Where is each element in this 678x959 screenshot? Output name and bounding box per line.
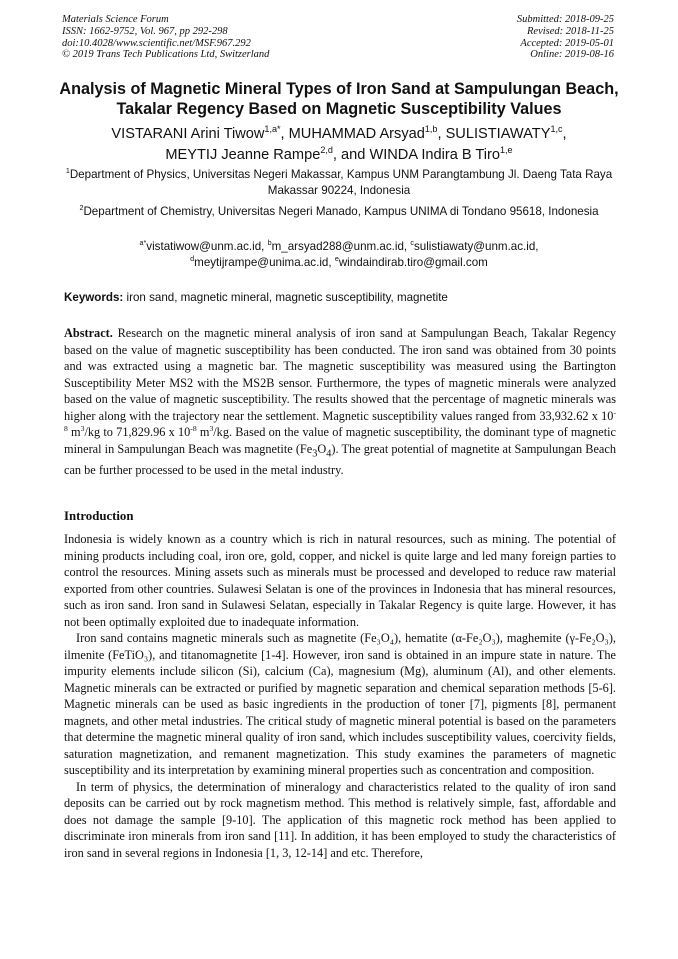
email-marker: b [267, 238, 272, 248]
email-link[interactable]: windaindirab.tiro@gmail.com [338, 256, 488, 269]
abstract-exponent: 3 [80, 423, 85, 433]
author-affil-marker: 2,d [320, 145, 333, 156]
journal-doi: doi:10.4028/www.scientific.net/MSF.967.292 [62, 37, 251, 49]
date-revised: Revised: 2018-11-25 [527, 25, 614, 37]
submission-dates [517, 14, 614, 61]
abstract-text: m [196, 425, 210, 439]
section-heading-introduction: Introduction [64, 509, 134, 523]
affiliation-text: Department of Physics, Universitas Negeri Makassar, Kampus UNM Parangtambung Jl. Daeng Tata Raya Makassar 90224, Indonesia [69, 168, 613, 197]
author-name: WINDA Indira B Tiro [369, 147, 501, 163]
journal-copyright: © 2019 Trans Tech Publications Ltd, Switzerland [62, 49, 270, 61]
date-submitted: Submitted: 2018-09-25 [516, 14, 614, 25]
email-marker: c [410, 238, 414, 248]
affiliation-text: Department of Chemistry, Universitas Negeri Manado, Kampus UNIMA di Tondano 95618, Indonesia [83, 205, 599, 218]
email-marker: d [190, 254, 195, 264]
abstract-text: O [317, 441, 327, 456]
intro-paragraph: In term of physics, the determination of mineralogy and characteristics related to the quality of iron sand deposits can be carried out by rock magnetism method. This method is relatively simple, fast, affordable and does not damage the sample [9-10]. The application of this magnetic rock method has been applied to discriminate iron minerals from iron sand [11]. In addition, it has been employed to study the characteristics of iron sand in several regions in Indonesia [1, 3, 12-14] and etc. Therefore, [64, 779, 616, 860]
email-marker: a* [139, 238, 147, 248]
author-affil-marker: 1,e [500, 145, 513, 156]
keywords [64, 290, 616, 305]
author-name: VISTARANI Arini Tiwow [111, 126, 265, 142]
abstract [64, 325, 616, 479]
abstract-text: m [67, 425, 81, 439]
keywords-label: Keywords: [64, 291, 124, 304]
author-name: SULISTIAWATY [445, 126, 551, 142]
affiliation-marker: 1 [65, 166, 70, 176]
abstract-exponent: -8 [64, 407, 616, 433]
affiliation-1 [60, 167, 618, 199]
intro-paragraph: Iron sand contains magnetic minerals such as magnetite (Fe₃O₄), hematite (α-Fe₂O₃), maghemite (γ-Fe₂O₃), ilmenite (FeTiO₃), and titanomagnetite [1-4]. However, iron sand is obtained in an impure state in nature. The impurity elements include silicon (Si), calcium (Ca), magnesium (Mg), aluminum (Al), and other elements. Magnetic minerals can be extracted or purified by magnetic separation and chemical separation methods [5-6]. Magnetic minerals can be used as basic ingredients in the production of toner [7], pigments [8], permanent magnets, and other metal industries. The critical study of magnetic mineral potential is based on the parameters that determine the magnetic mineral quality of iron sand, which includes susceptibility values, coercivity fields, saturation magnetization, and remanent magnetization. This study examines the parameters of magnetic susceptibility and its interpretation by examining mineral properties such as concentration and composition. [64, 631, 616, 777]
author-affil-marker: 1,a* [264, 124, 281, 135]
journal-name: Materials Science Forum [62, 14, 169, 25]
abstract-subscript: 3 [312, 447, 318, 459]
paper-title: Analysis of Magnetic Mineral Types of Iron Sand at Sampulungan Beach, Takalar Regency Based on Magnetic Susceptibility Values [59, 80, 619, 118]
abstract-text: ). The great potential of magnetite at Sampulungan Beach can be further processed to be used in the metal industry. [64, 441, 617, 478]
journal-issn: ISSN: 1662-9752, Vol. 967, pp 292-298 [62, 25, 228, 37]
date-online: Online: 2019-08-16 [530, 49, 614, 61]
author-affil-marker: 1,c [550, 124, 563, 135]
author-emails [60, 239, 618, 271]
abstract-label: Abstract. [64, 326, 113, 340]
abstract-text: Research on the magnetic mineral analysis of iron sand at Sampulungan Beach, Takalar Regency based on the value of magnetic susceptibility has been conducted. The iron sand was obtained from 30 points and was extracted using a magnetic bar. The magnetic susceptibility was measured using the Bartington Susceptibility Meter MS2 with the MS2B sensor. Furthermore, the types of magnetic minerals were analyzed based on the value of magnetic susceptibility. The results showed that the percentage of magnetic minerals was higher along with the trajectory near the settlement. Magnetic susceptibility values ranged from 33,932.62 x 10 [64, 326, 617, 423]
email-link[interactable]: sulistiawaty@unm.ac.id, [413, 240, 539, 253]
email-link[interactable]: meytijrampe@unima.ac.id, [194, 256, 332, 269]
affiliation-marker: 2 [79, 203, 84, 213]
abstract-text: /kg to 71,829.96 x 10 [84, 425, 191, 439]
email-link[interactable]: m_arsyad288@unm.ac.id, [271, 240, 408, 253]
abstract-text: /kg. Based on the value of magnetic susceptibility, the dominant type of magnetic mineral in Sampulungan Beach was magnetite (Fe [64, 425, 617, 456]
email-link[interactable]: vistatiwow@unm.ac.id, [146, 240, 265, 253]
journal-info [62, 14, 269, 61]
email-marker: e [334, 254, 339, 264]
abstract-subscript: 4 [326, 447, 332, 459]
affiliation-2 [60, 204, 618, 220]
author-affil-marker: 1,b [424, 124, 438, 135]
abstract-exponent: -8 [190, 423, 197, 433]
author-conjunction: and [341, 147, 366, 163]
keywords-text: iron sand, magnetic mineral, magnetic susceptibility, magnetite [126, 291, 448, 304]
author-list: VISTARANI Arini Tiwow$^{1,a*}$, MUHAMMAD Arsyad$^{1,b}$, SULISTIAWATY$^{1,c}$, MEYTIJ Jeanne Rampe$^{2,d}$, and WINDA Indira B Tiro$^{1,e}$ [111, 124, 567, 163]
introduction-body [64, 531, 616, 861]
abstract-exponent: 3 [209, 423, 214, 433]
intro-paragraph: Indonesia is widely known as a country which is rich in natural resources, such as mining. The potential of mining products including coal, iron ore, gold, copper, and nickel is quite large and led many foreign parties to control the resources. Mining assets such as minerals must be processed and developed to reduce raw material exported from other countries. Sulawesi Selatan is one of the provinces in Indonesia that has mineral resources, such as iron sand. Iron sand in Sulawesi Selatan, especially in Takalar Regency is quite large. However, it has not been optimally exploited due to inadequate information. [64, 532, 616, 629]
author-name: MUHAMMAD Arsyad [288, 126, 425, 142]
author-name: MEYTIJ Jeanne Rampe [165, 147, 321, 163]
date-accepted: Accepted: 2019-05-01 [520, 37, 614, 49]
